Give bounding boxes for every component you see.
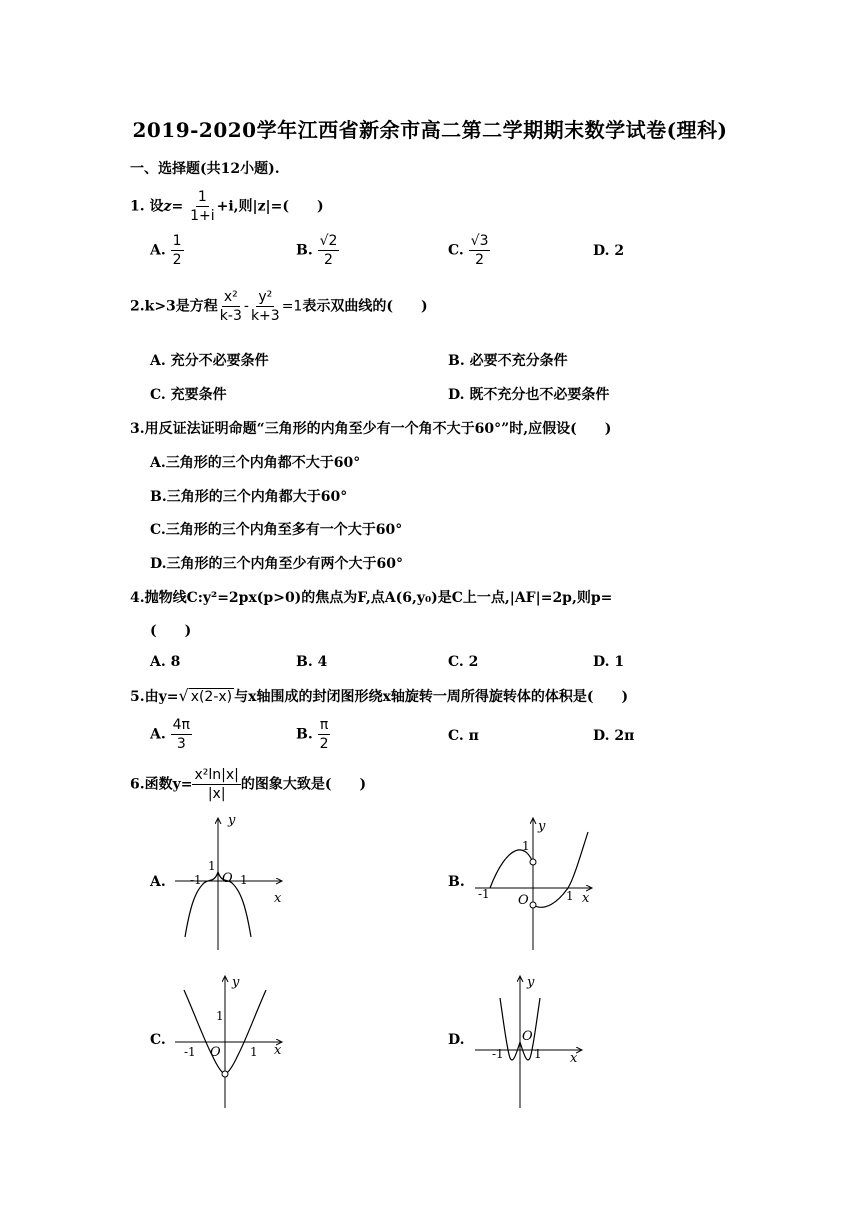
option-label: B. xyxy=(448,353,465,369)
option-text: 充要条件 xyxy=(170,387,227,403)
question-2 xyxy=(130,288,428,325)
q6-option-a[interactable]: A. xyxy=(150,874,166,890)
x-label: x xyxy=(570,1051,578,1066)
option-label: A. xyxy=(150,242,166,259)
q6-option-c[interactable]: C. xyxy=(150,1032,166,1048)
option-text: 2 xyxy=(468,654,479,670)
option-label: C. xyxy=(448,654,464,670)
origin-label: O xyxy=(222,871,233,886)
option-label: A. xyxy=(150,654,166,670)
tick-label: 1 xyxy=(208,859,216,873)
question-text: 5.由y= xyxy=(130,689,179,705)
fraction xyxy=(318,232,340,269)
q1-option-d[interactable] xyxy=(593,243,624,259)
q5-option-b[interactable] xyxy=(296,716,331,753)
y-label: y xyxy=(228,813,236,828)
question-4: 4.抛物线C:y²=2px(p>0)的焦点为F,点A(6,y₀)是C上一点,|AF|=2p,则p= xyxy=(130,590,613,606)
radicand: x(2-x) xyxy=(190,689,233,705)
question-6 xyxy=(130,766,366,803)
q3-option-c[interactable] xyxy=(150,519,402,539)
option-label: C. xyxy=(150,387,166,403)
q4-option-d[interactable] xyxy=(593,654,624,670)
option-label: D. xyxy=(150,556,167,572)
x-label: x xyxy=(274,891,282,906)
tick-label: 1 xyxy=(566,889,574,903)
page-title: 2019-2020学年江西省新余市高二第二学期期末数学试卷(理科) xyxy=(132,118,728,142)
graph-d xyxy=(470,970,600,1110)
question-text: +i,则|z|=( ) xyxy=(216,198,324,215)
fraction xyxy=(171,716,192,753)
question-text: k>3是方程 xyxy=(144,298,218,315)
option-text: 4 xyxy=(317,654,328,670)
option-text: 既不充分也不必要条件 xyxy=(469,387,610,403)
option-label: B. xyxy=(150,489,167,505)
open-point xyxy=(222,1071,228,1077)
numerator: x² xyxy=(223,289,238,305)
y-label: y xyxy=(232,975,240,990)
open-point xyxy=(530,902,536,908)
fraction xyxy=(318,716,331,753)
numerator: 1 xyxy=(197,189,207,205)
tick-label: 1 xyxy=(534,1047,542,1061)
curve-right xyxy=(225,990,266,1074)
option-text: 1 xyxy=(614,654,625,670)
open-point xyxy=(530,859,536,865)
option-label: A. xyxy=(150,353,166,369)
q4-option-b[interactable] xyxy=(296,654,327,670)
q6-option-b[interactable]: B. xyxy=(448,874,465,890)
denominator: k+3 xyxy=(250,308,280,324)
tick-label: -1 xyxy=(478,887,490,901)
option-text: 必要不充分条件 xyxy=(469,353,568,369)
fraction xyxy=(188,188,217,225)
q2-option-c[interactable] xyxy=(150,384,227,404)
var-z: z xyxy=(163,198,172,215)
q1-option-b[interactable] xyxy=(296,232,339,269)
option-text: 充分不必要条件 xyxy=(170,353,269,369)
numerator: √3 xyxy=(470,233,489,249)
graph-b xyxy=(470,812,600,952)
q1-option-c[interactable] xyxy=(448,232,490,269)
option-text: 三角形的三个内角至少有两个大于60° xyxy=(166,556,403,572)
y-label: y xyxy=(538,819,546,834)
denominator: 1+i xyxy=(190,208,215,224)
denominator: 3 xyxy=(176,736,186,752)
option-text: π xyxy=(468,728,479,744)
option-label: B. xyxy=(296,654,313,670)
denominator: 2 xyxy=(172,252,182,268)
origin-label: O xyxy=(518,893,529,908)
numerator: 1 xyxy=(172,233,182,249)
equals: = xyxy=(171,198,184,215)
question-1 xyxy=(130,188,324,225)
tick-label: -1 xyxy=(184,1045,196,1059)
option-label: B. xyxy=(296,726,313,743)
section-heading: 一、选择题(共12小题). xyxy=(130,161,280,177)
option-label: D. xyxy=(593,654,610,670)
fraction xyxy=(469,232,491,269)
curve-right xyxy=(533,832,588,907)
curve-left xyxy=(490,850,533,888)
question-text: 表示双曲线的( ) xyxy=(302,298,428,315)
option-label: A. xyxy=(150,726,166,743)
question-4-paren: ( ) xyxy=(150,623,192,639)
option-label: B. xyxy=(296,242,313,259)
tick-label: -1 xyxy=(492,1047,504,1061)
x-label: x xyxy=(582,891,590,906)
option-label: D. xyxy=(593,728,610,744)
fraction xyxy=(171,232,184,269)
numerator: y² xyxy=(258,289,273,305)
minus: - xyxy=(243,298,249,315)
question-3: 3.用反证法证明命题“三角形的内角至少有一个角不大于60°”时,应假设( ) xyxy=(130,421,612,437)
option-text: 三角形的三个内角都不大于60° xyxy=(165,455,361,471)
numerator: x²ln|x| xyxy=(194,767,239,783)
curve-left xyxy=(184,990,225,1074)
numerator: π xyxy=(319,717,329,733)
option-label: C. xyxy=(150,522,166,538)
q5-option-d[interactable] xyxy=(593,728,634,744)
question-text: 6.函数y= xyxy=(130,776,193,793)
q3-option-b[interactable] xyxy=(150,486,347,506)
tick-label: 1 xyxy=(522,839,530,853)
option-text: 三角形的三个内角都大于60° xyxy=(166,489,348,505)
question-5 xyxy=(130,686,628,706)
question-number: 1. xyxy=(130,198,145,215)
question-number: 2. xyxy=(130,298,145,315)
option-label: D. xyxy=(593,243,610,259)
y-label: y xyxy=(527,975,535,990)
option-text: 2π xyxy=(614,728,635,744)
question-text: 与x轴围成的封闭图形绕x轴旋转一周所得旋转体的体积是( ) xyxy=(234,689,629,705)
denominator: 2 xyxy=(319,736,329,752)
q3-option-a[interactable] xyxy=(150,452,360,472)
numerator: √2 xyxy=(319,233,338,249)
denominator: |x| xyxy=(207,786,226,802)
q5-option-a[interactable] xyxy=(150,716,192,753)
fraction xyxy=(218,288,244,325)
q5-option-c[interactable] xyxy=(448,728,479,744)
denominator: k-3 xyxy=(219,308,242,324)
option-label: C. xyxy=(448,728,464,744)
q6-option-d[interactable]: D. xyxy=(448,1032,465,1048)
option-text: 2 xyxy=(614,243,625,259)
tick-label: 1 xyxy=(216,1009,224,1023)
q2-option-b[interactable] xyxy=(448,350,568,370)
q2-option-d[interactable] xyxy=(448,384,609,404)
graph-a xyxy=(170,812,300,952)
option-text: 8 xyxy=(170,654,181,670)
question-text: 设 xyxy=(149,198,164,215)
q3-option-d[interactable] xyxy=(150,553,403,573)
fraction xyxy=(249,288,282,325)
tick-label: -1 xyxy=(190,873,202,887)
q1-option-a[interactable] xyxy=(150,232,184,269)
origin-label: O xyxy=(210,1045,221,1060)
origin-label: O xyxy=(522,1029,533,1044)
rhs: =1 xyxy=(281,298,303,315)
fraction xyxy=(192,766,240,803)
denominator: 2 xyxy=(475,252,485,268)
numerator: 4π xyxy=(172,717,190,733)
graph-c xyxy=(170,970,300,1110)
q4-option-a[interactable] xyxy=(150,654,180,670)
question-text: 的图象大致是( ) xyxy=(240,776,367,793)
option-label: C. xyxy=(448,242,464,259)
tick-label: 1 xyxy=(250,1045,258,1059)
option-label: D. xyxy=(448,387,465,403)
denominator: 2 xyxy=(324,252,333,268)
option-label: A. xyxy=(150,455,166,471)
x-label: x xyxy=(274,1043,282,1058)
q4-option-c[interactable] xyxy=(448,654,478,670)
sqrt-sign: √ xyxy=(178,686,189,705)
tick-label: 1 xyxy=(240,873,248,887)
option-text: 三角形的三个内角至多有一个大于60° xyxy=(165,522,403,538)
q2-option-a[interactable] xyxy=(150,350,269,370)
